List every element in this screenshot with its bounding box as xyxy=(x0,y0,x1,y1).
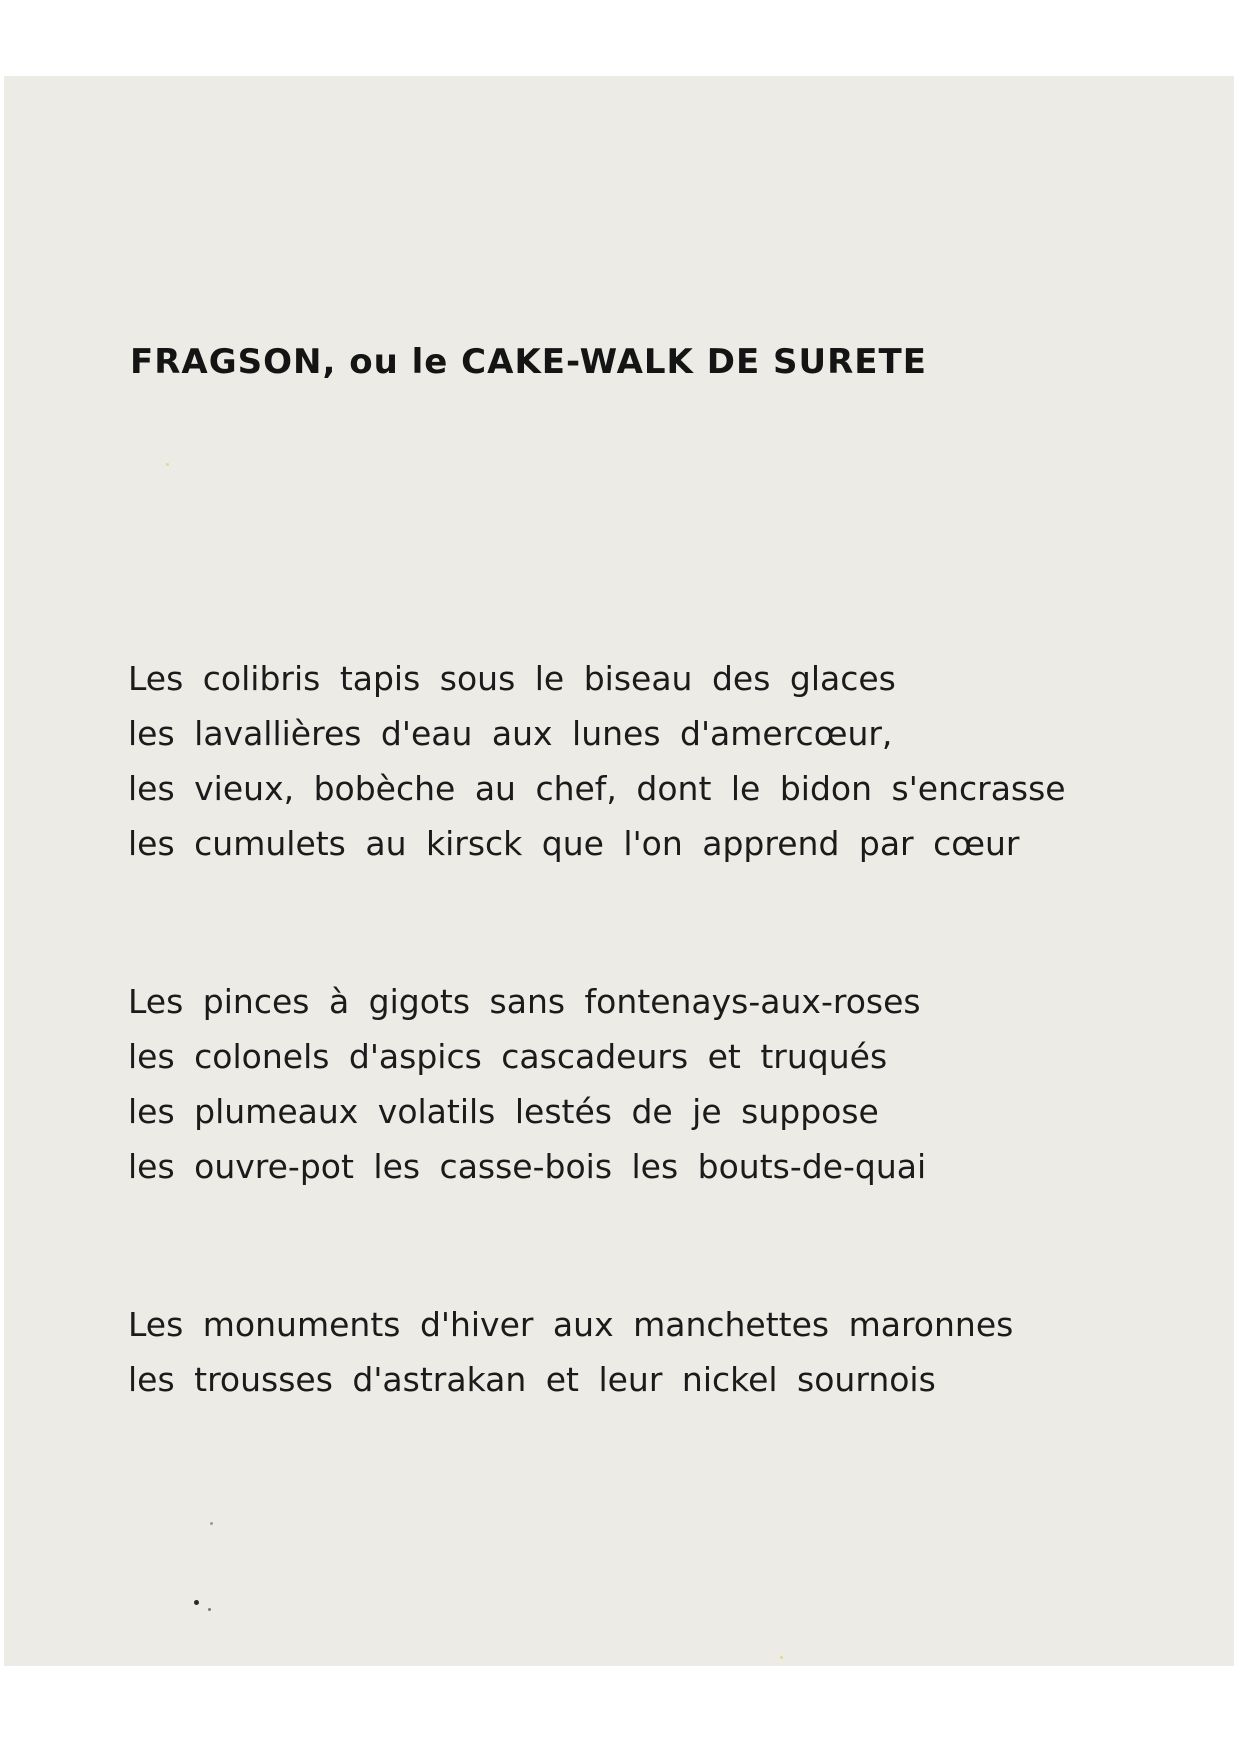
verse-line: Les pinces à gigots sans fontenays-aux-roses xyxy=(128,982,921,1021)
paper-sheet xyxy=(4,76,1234,1666)
show-through-text xyxy=(4,76,1234,1666)
stanza-1 xyxy=(128,651,1066,871)
stanza-3 xyxy=(128,1297,1013,1407)
ink-speck xyxy=(208,1608,211,1611)
verse-line: les trousses d'astrakan et leur nickel sournois xyxy=(128,1360,936,1399)
verse-line: les vieux, bobèche au chef, dont le bidon s'encrasse xyxy=(128,769,1066,808)
stanza-2 xyxy=(128,974,926,1194)
ink-speck xyxy=(194,1600,199,1605)
verse-line: les colonels d'aspics cascadeurs et truqués xyxy=(128,1037,888,1076)
verse-line: les ouvre-pot les casse-bois les bouts-de-quai xyxy=(128,1147,927,1186)
verse-line: les plumeaux volatils lestés de je suppose xyxy=(128,1092,879,1131)
ink-speck xyxy=(780,1656,783,1659)
verse-line: Les colibris tapis sous le biseau des glaces xyxy=(128,659,896,698)
ink-speck xyxy=(166,463,169,466)
verse-line: Les monuments d'hiver aux manchettes maronnes xyxy=(128,1305,1014,1344)
poem-title: FRAGSON, ou le CAKE-WALK DE SURETE xyxy=(130,342,927,382)
ink-speck xyxy=(210,1522,213,1525)
verse-line: les lavallières d'eau aux lunes d'amercœur, xyxy=(128,714,893,753)
verse-line: les cumulets au kirsck que l'on apprend par cœur xyxy=(128,824,1020,863)
